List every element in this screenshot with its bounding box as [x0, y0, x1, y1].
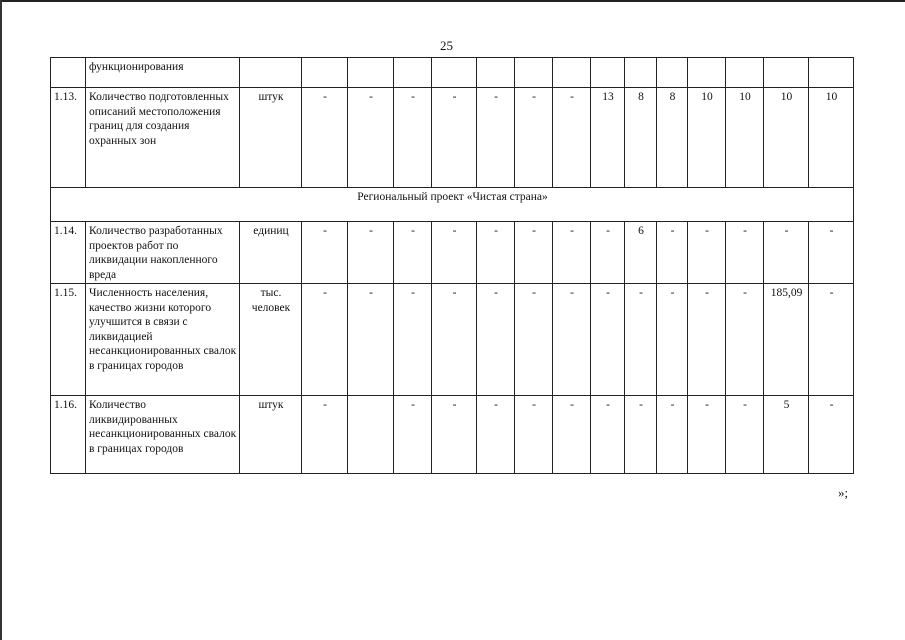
row-number: 1.15. [51, 284, 86, 396]
value-cell: - [809, 284, 854, 396]
value-cell: - [432, 88, 477, 188]
value-cell: - [477, 396, 515, 474]
value-cell: - [432, 222, 477, 284]
value-cell: 13 [591, 88, 625, 188]
value-cell: - [726, 396, 764, 474]
value-cell: - [515, 396, 553, 474]
value-cell: - [515, 222, 553, 284]
indicator-name: Количество ликвидированных несанкционированных свалок в границах городов [86, 396, 240, 474]
value-cell: - [764, 222, 809, 284]
value-cell [348, 396, 394, 474]
value-cell: 10 [726, 88, 764, 188]
value-cell: - [591, 284, 625, 396]
value-cell: - [809, 222, 854, 284]
value-cell [657, 58, 688, 88]
unit-cell [240, 58, 302, 88]
section-row [51, 188, 854, 222]
value-cell: - [394, 222, 432, 284]
value-cell: - [688, 222, 726, 284]
value-cell: - [394, 284, 432, 396]
table-row [51, 396, 854, 474]
value-cell: - [688, 396, 726, 474]
page-left-border [0, 0, 2, 640]
value-cell: - [726, 222, 764, 284]
value-cell: - [553, 222, 591, 284]
value-cell: 10 [688, 88, 726, 188]
value-cell: - [688, 284, 726, 396]
value-cell: - [625, 396, 657, 474]
table-row [51, 88, 854, 188]
value-cell: 185,09 [764, 284, 809, 396]
value-cell [591, 58, 625, 88]
value-cell: - [394, 396, 432, 474]
row-number: 1.14. [51, 222, 86, 284]
value-cell: - [302, 222, 348, 284]
table-row [51, 222, 854, 284]
value-cell: - [591, 396, 625, 474]
page-top-border [0, 0, 905, 2]
value-cell: 6 [625, 222, 657, 284]
value-cell: - [657, 284, 688, 396]
value-cell [302, 58, 348, 88]
value-cell [688, 58, 726, 88]
value-cell: 10 [764, 88, 809, 188]
value-cell: - [432, 284, 477, 396]
row-number [51, 58, 86, 88]
value-cell: - [477, 222, 515, 284]
value-cell: - [302, 284, 348, 396]
value-cell: - [553, 396, 591, 474]
unit-cell: тыс. человек [240, 284, 302, 396]
value-cell: - [809, 396, 854, 474]
value-cell: - [477, 284, 515, 396]
value-cell [477, 58, 515, 88]
value-cell [515, 58, 553, 88]
value-cell [625, 58, 657, 88]
closing-quote-mark: »; [838, 485, 849, 500]
value-cell: - [515, 88, 553, 188]
value-cell [348, 58, 394, 88]
value-cell: - [302, 396, 348, 474]
value-cell: - [515, 284, 553, 396]
row-number: 1.13. [51, 88, 86, 188]
value-cell: - [553, 284, 591, 396]
value-cell [809, 58, 854, 88]
table-row [51, 58, 854, 88]
value-cell: 5 [764, 396, 809, 474]
indicator-name: Количество подготовленных описаний местоположения границ для создания охранных зон [86, 88, 240, 188]
value-cell [726, 58, 764, 88]
value-cell: - [657, 396, 688, 474]
value-cell [432, 58, 477, 88]
value-cell: - [477, 88, 515, 188]
unit-cell: штук [240, 396, 302, 474]
value-cell [764, 58, 809, 88]
indicator-name: Количество разработанных проектов работ по ликвидации накопленного вреда [86, 222, 240, 284]
value-cell: - [657, 222, 688, 284]
row-number: 1.16. [51, 396, 86, 474]
unit-cell: единиц [240, 222, 302, 284]
value-cell: - [394, 88, 432, 188]
unit-cell: штук [240, 88, 302, 188]
value-cell: - [348, 284, 394, 396]
value-cell: - [625, 284, 657, 396]
value-cell: - [348, 88, 394, 188]
value-cell: - [591, 222, 625, 284]
value-cell: - [348, 222, 394, 284]
section-title: Региональный проект «Чистая страна» [51, 188, 854, 222]
value-cell: - [553, 88, 591, 188]
value-cell: 10 [809, 88, 854, 188]
page-number: 25 [440, 38, 453, 53]
value-cell [394, 58, 432, 88]
indicator-name: Численность населения, качество жизни которого улучшится в связи с ликвидацией несанкционированных свалок в границах городов [86, 284, 240, 396]
value-cell: - [302, 88, 348, 188]
value-cell: - [432, 396, 477, 474]
value-cell [553, 58, 591, 88]
table-row [51, 284, 854, 396]
value-cell: 8 [657, 88, 688, 188]
indicator-name: функционирования [86, 58, 240, 88]
value-cell: 8 [625, 88, 657, 188]
indicators-table [50, 57, 854, 474]
value-cell: - [726, 284, 764, 396]
